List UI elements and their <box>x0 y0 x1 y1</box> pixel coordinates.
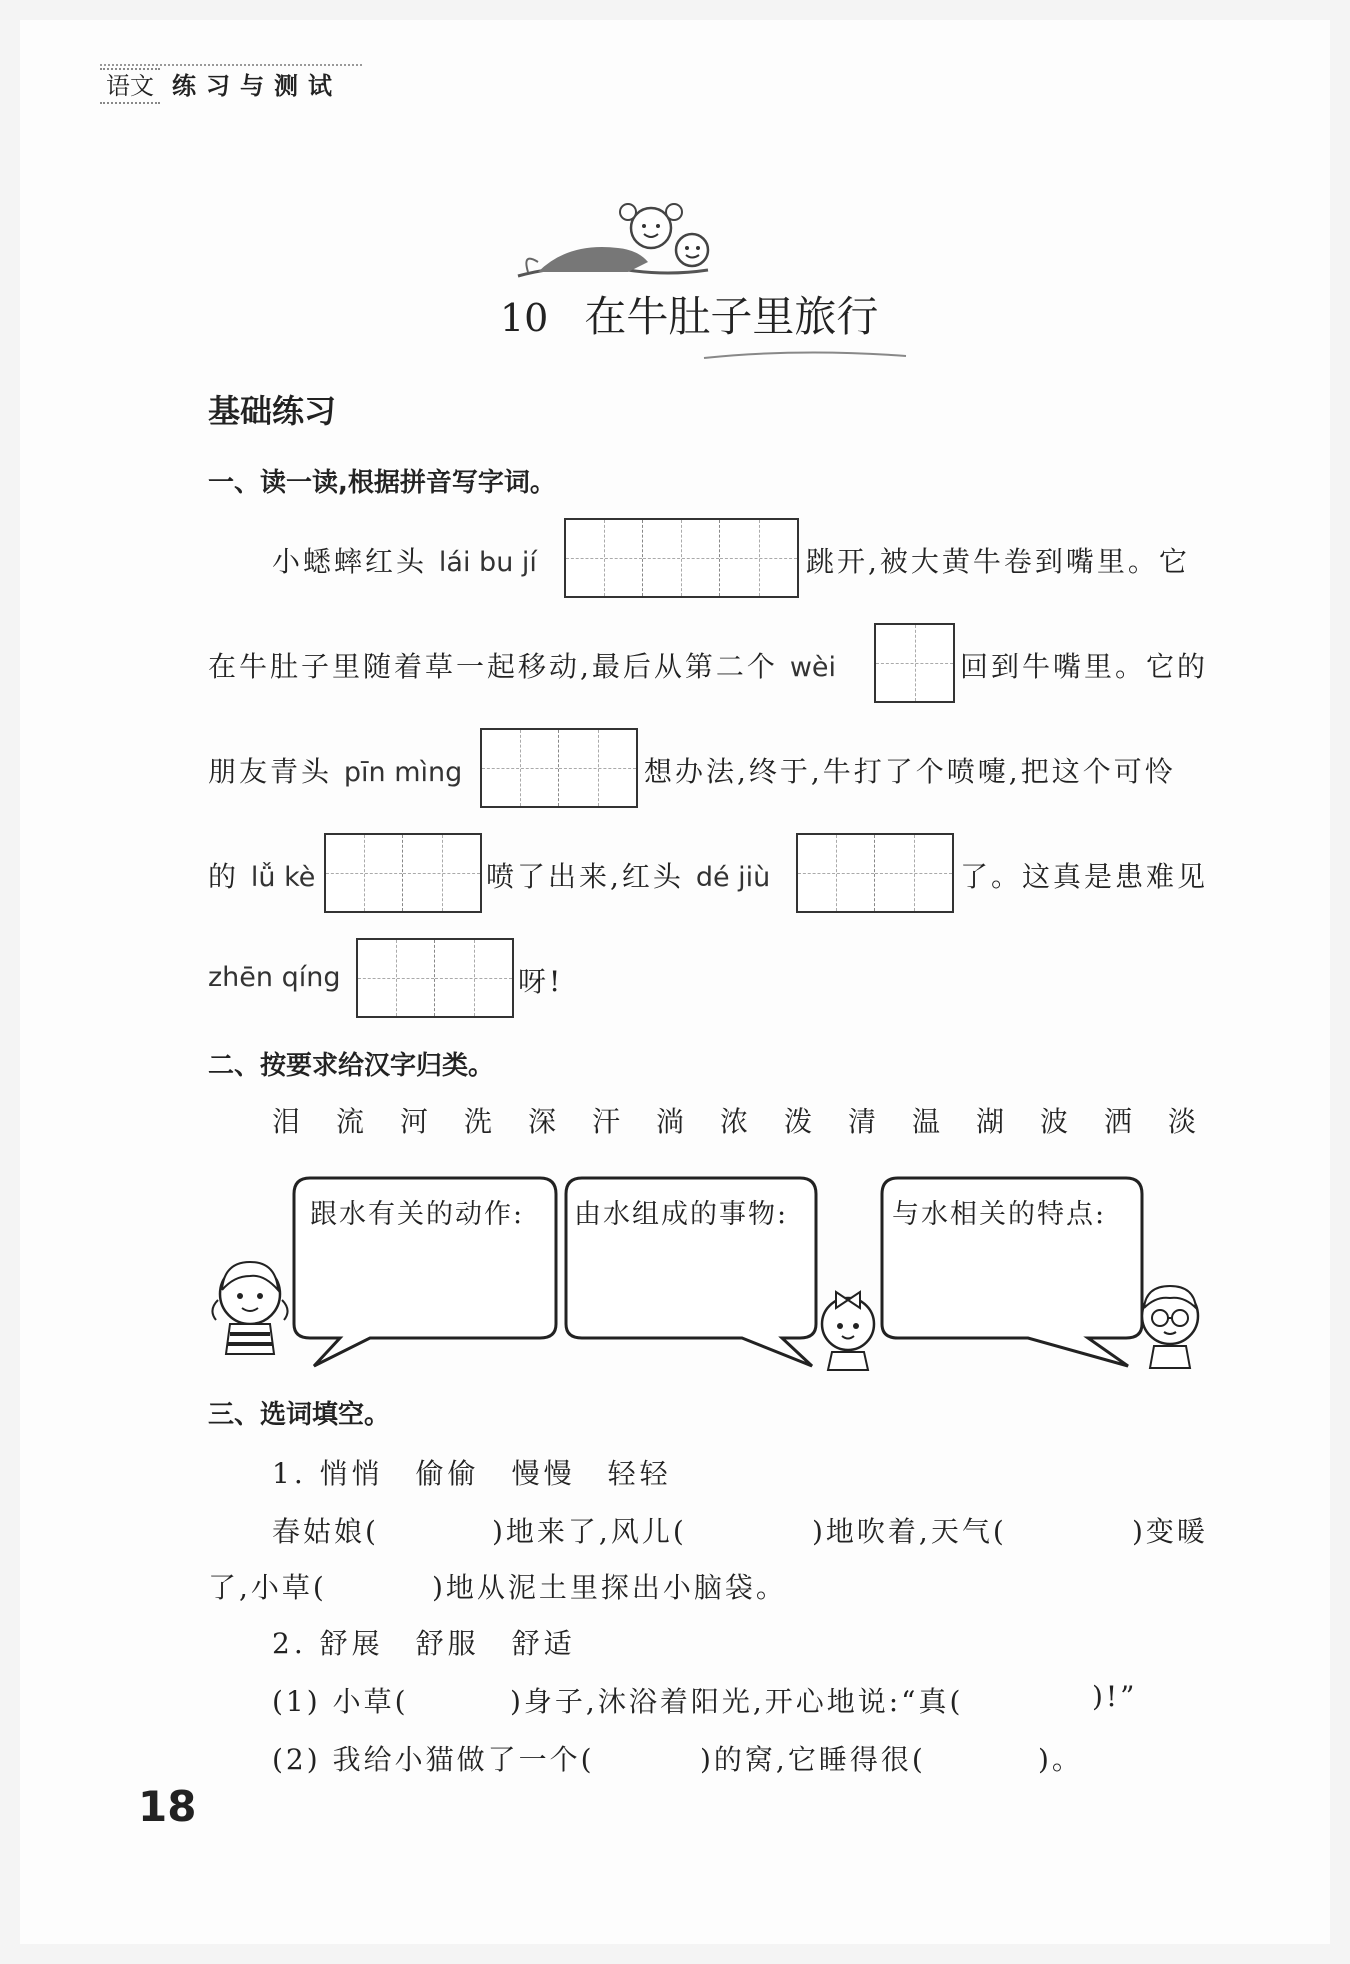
book-title: 练习与测试 <box>172 72 342 100</box>
g2-sentence-2-part-c: )。 <box>1038 1743 1083 1776</box>
pinyin-1: lái bu jí <box>438 547 537 578</box>
q1-text-line2-end: 回到牛嘴里。它的 <box>960 650 1209 683</box>
bubble-2-label: 由水组成的事物: <box>574 1199 789 1230</box>
question-1-heading: 一、读一读,根据拼音写字词。 <box>208 468 556 498</box>
character-list: 泪流河洗深汗淌浓泼清温湖波洒淡 <box>272 1105 1233 1138</box>
g1-line1-part-a: 春姑娘( <box>272 1515 379 1548</box>
section-heading-basic: 基础练习 <box>208 392 337 430</box>
q1-text-line4: 的 lǚ kè <box>208 860 316 893</box>
answer-grid-6[interactable] <box>356 938 514 1018</box>
answer-grid-4[interactable] <box>324 833 482 913</box>
g2-sentence-2-part-a: (2) 我给小猫做了一个( <box>272 1743 595 1776</box>
bow-girl-cartoon-icon <box>810 1280 886 1372</box>
g1-line1-part-c: )地吹着,天气( <box>812 1515 1007 1548</box>
title-underline-swoosh <box>700 348 910 364</box>
g1-line1-part-b: )地来了,风儿( <box>492 1515 687 1548</box>
answer-grid-1[interactable] <box>564 518 799 598</box>
g2-sentence-1-part-b: )身子,沐浴着阳光,开心地说:“真( <box>510 1685 964 1718</box>
q1-text-line1-end: 跳开,被大黄牛卷到嘴里。它 <box>806 545 1190 578</box>
q1-text-line2: 在牛肚子里随着草一起移动,最后从第二个 wèi <box>208 650 837 683</box>
answer-grid-5[interactable] <box>796 833 954 913</box>
kids-illustration <box>508 192 718 282</box>
subject-tag: 语文 <box>100 68 160 104</box>
q1-text-line3-end: 想办法,终于,牛打了个喷嚏,把这个可怜 <box>644 755 1176 788</box>
g2-sentence-1-part-c: )!” <box>1092 1680 1138 1713</box>
lesson-name: 在牛肚子里旅行 <box>584 292 879 341</box>
q1-text-line1: 小蟋蟀红头 lái bu jí <box>272 545 537 578</box>
page-number: 18 <box>138 1782 197 1831</box>
g2-sentence-2-part-b: )的窝,它睡得很( <box>700 1743 926 1776</box>
group-2-options: 2. 舒展 舒服 舒适 <box>272 1627 576 1660</box>
pinyin-3: pīn mìng <box>343 757 463 788</box>
bubble-1-label: 跟水有关的动作: <box>310 1199 525 1230</box>
q1-text-line3: 朋友青头 pīn mìng <box>208 755 463 788</box>
g2-sentence-1-part-a: (1) 小草( <box>272 1685 409 1718</box>
boy-with-glasses-cartoon-icon <box>1130 1272 1210 1372</box>
answer-grid-3[interactable] <box>480 728 638 808</box>
g1-line1-part-d: )变暖 <box>1132 1515 1208 1548</box>
lesson-title <box>500 284 878 344</box>
q1-text-line5-end: 呀! <box>518 965 564 998</box>
question-3-heading: 三、选词填空。 <box>208 1400 391 1430</box>
bubble-3-label: 与水相关的特点: <box>892 1199 1107 1230</box>
answer-grid-2[interactable] <box>874 623 955 703</box>
running-header <box>100 66 342 101</box>
q1-text-line4-end: 了。这真是患难见 <box>960 860 1209 893</box>
girl-cartoon-icon <box>204 1254 296 1358</box>
lesson-number: 10 <box>500 296 549 340</box>
group-1-options: 1. 悄悄 偷偷 慢慢 轻轻 <box>272 1457 672 1490</box>
question-2-heading: 二、按要求给汉字归类。 <box>208 1051 495 1081</box>
q1-text-line5 <box>208 960 340 993</box>
pinyin-6: zhēn qíng <box>208 962 341 993</box>
g1-line2-part-a: 了,小草( <box>208 1571 327 1604</box>
g1-line2-part-b: )地从泥土里探出小脑袋。 <box>432 1571 787 1604</box>
pinyin-5: dé jiù <box>695 862 771 893</box>
q1-text-line4-mid: 喷了出来,红头 dé jiù <box>486 860 771 893</box>
pinyin-4: lǚ kè <box>250 862 316 893</box>
pinyin-2: wèi <box>789 652 837 683</box>
